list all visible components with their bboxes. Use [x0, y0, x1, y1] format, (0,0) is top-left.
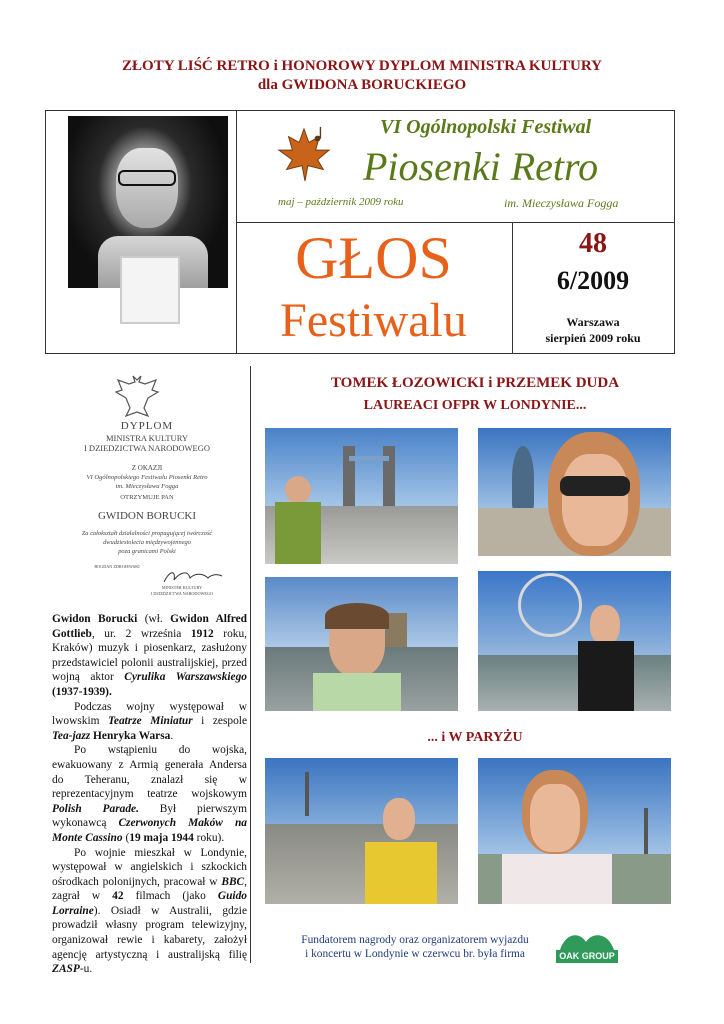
sponsor-note-line-2: i koncertu w Londynie w czerwcu br. była firma — [305, 948, 525, 960]
diploma-receives: OTRZYMUJE PAN — [120, 494, 174, 501]
photo-london-eye — [478, 571, 671, 711]
diploma-line-1: MINISTRA KULTURY — [105, 433, 189, 443]
photo-paris-wave — [265, 758, 458, 904]
festival-dates: maj – październik 2009 roku — [278, 196, 404, 208]
issue-date: 6/2009 — [556, 266, 630, 295]
sponsor-note-line-1: Fundatorem nagrody oraz organizatorem wyjazdu — [301, 934, 529, 946]
signer-name: BOGDAN ZDROJEWSKI — [94, 564, 140, 569]
masthead-title-1: GŁOS — [295, 225, 452, 291]
diploma-image — [62, 372, 232, 602]
oak-group-wordmark: OAK GROUP — [556, 950, 618, 963]
headline-line-1: ZŁOTY LIŚĆ RETRO i HONOROWY DYPLOM MINISTRA KULTURY — [122, 58, 602, 74]
festival-patron: im. Mieczysława Fogga — [504, 196, 619, 210]
paris-title: ... i W PARYŻU — [427, 730, 523, 745]
photo-paris-portrait — [478, 758, 671, 904]
maple-leaf-logo — [275, 125, 333, 183]
photo-big-ben — [265, 577, 458, 711]
bio-paragraph-1: Gwidon Borucki (wł. Gwidon Alfred Gottlieb, ur. 2 września 1912 roku, Kraków) muzyk i piosenkarz, zasłużony przedstawiciel polonii australijskiej, przed wojną aktor Cyrulika Warszawskiego (1937-1939). — [52, 613, 248, 698]
masthead-title-2: Festiwalu — [280, 294, 467, 347]
sponsor-note — [270, 933, 560, 961]
eagle-emblem-icon — [112, 374, 162, 420]
diploma-occasion-3: im. Mieczysława Fogga — [115, 483, 179, 490]
diploma-title: DYPLOM — [120, 420, 174, 432]
place-label: Warszawa — [566, 315, 620, 329]
release-date: sierpień 2009 roku — [545, 331, 641, 345]
diploma-occasion-1: Z OKAZJI — [131, 464, 163, 472]
bio-paragraph-4: Po wojnie mieszkał w Londynie, występował w angielskich i szkockich ośrodkach polonijnych, pracował w BBC, zagrał w 42 filmach (jako Guido Lorraine). Osiadł w Australii, gdzie prowadził własny program telewizyjny, organizował rewie i kabarety, założył agencję artystyczną i australijską filię ZASP-u. — [52, 846, 247, 976]
portrait-photo — [68, 116, 228, 288]
diploma-reason-3: poza granicami Polski — [118, 548, 176, 555]
diploma-occasion-2: VI Ogólnopolskiego Festiwalu Piosenki Retro — [86, 474, 208, 481]
signature-image — [162, 568, 224, 586]
biography-text — [52, 612, 247, 977]
headline-line-2: dla GWIDONA BORUCKIEGO — [257, 77, 467, 93]
bio-paragraph-2: Podczas wojny występował w lwowskim Teatrze Miniatur i zespole Tea-jazz Henryka Warsa. — [52, 700, 248, 742]
signer-title-2: I DZIEDZICTWA NARODOWEGO — [150, 591, 214, 596]
diploma-reason-1: Za całokształt działalności propagującej twórczość — [81, 530, 213, 537]
bio-paragraph-3: Po wstąpieniu do wojska, ewakuowany z Armią generała Andersa do Teheranu, znalazł się w reprezentacyjnym teatrze wojskowym Polish Parade. Był pierwszym wykonawcą Czerwonych Maków na Monte Cassino (19 maja 1944 roku). — [52, 744, 247, 844]
oak-group-logo — [556, 930, 618, 964]
oak-leaf-icon — [556, 930, 618, 952]
london-title-2: LAUREACI OFPR W LONDYNIE... — [363, 398, 587, 413]
issue-number: 48 — [579, 228, 607, 259]
diploma-name: GWIDON BORUCKI — [97, 510, 197, 522]
signer-title-1: MINISTER KULTURY — [161, 585, 203, 590]
festival-title-2: Piosenki Retro — [363, 144, 599, 189]
london-title-1: TOMEK ŁOZOWICKI i PRZEMEK DUDA — [330, 375, 620, 391]
column-divider — [250, 366, 251, 963]
issue-place — [512, 314, 674, 346]
photo-gherkin-portrait — [478, 428, 671, 556]
festival-title-1: VI Ogólnopolski Festiwal — [380, 116, 592, 138]
diploma-line-2: I DZIEDZICTWA NARODOWEGO — [83, 443, 211, 453]
diploma-reason-2: dwudziestolecia międzywojennego — [103, 539, 191, 546]
photo-tower-bridge — [265, 428, 458, 564]
